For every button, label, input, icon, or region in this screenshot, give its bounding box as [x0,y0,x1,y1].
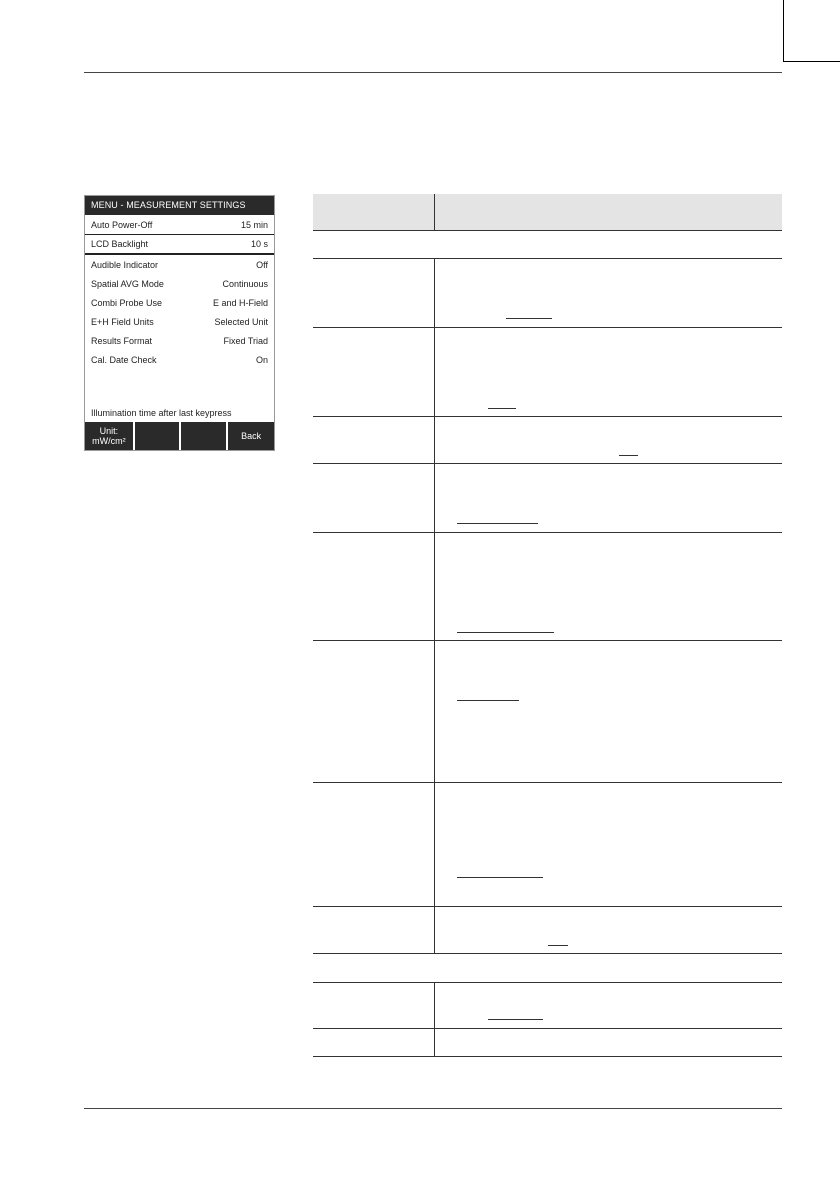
table-rule [313,906,782,907]
default-value-underline [548,945,568,946]
table-rule [313,782,782,783]
table-column-divider [434,906,435,953]
footer-rule [84,1108,782,1109]
table-header-divider [434,194,435,230]
menu-item-value: On [255,354,268,365]
menu-item-cal-date-check[interactable] [85,350,274,369]
table-header [313,194,782,230]
menu-item-value: Selected Unit [214,316,268,327]
menu-item-value: Off [256,259,268,270]
menu-item-audible-indicator[interactable] [85,255,274,274]
menu-item-label: Audible Indicator [91,259,159,270]
table-rule [313,1028,782,1029]
table-rule [313,327,782,328]
table-rule [313,640,782,641]
menu-item-value: E and H-Field [212,297,268,308]
menu-item-label: Auto Power-Off [91,219,153,230]
menu-item-combi-probe-use[interactable] [85,293,274,312]
table-column-divider [434,463,435,532]
table-rule [313,230,782,231]
menu-item-value: Fixed Triad [223,335,268,346]
menu-item-value: 10 s [250,239,268,249]
table-column-divider [434,640,435,782]
screen-title: MENU - MEASUREMENT SETTINGS [85,196,274,215]
softkey-3[interactable] [181,422,226,450]
default-value-underline [457,877,543,878]
menu-item-label: Cal. Date Check [91,354,157,365]
menu-item-label: Results Format [91,335,153,346]
default-value-underline [457,700,519,701]
softkey-unit-line1: Unit: [99,426,119,436]
menu-item-label: Combi Probe Use [91,297,163,308]
softkey-back[interactable]: Back [228,422,274,450]
default-value-underline [488,1019,543,1020]
menu-item-label: Spatial AVG Mode [91,278,164,289]
table-column-divider [434,416,435,463]
status-text: Illumination time after last keypress [91,408,232,418]
device-screen [84,195,275,451]
menu-item-lcd-backlight[interactable] [85,235,274,255]
softkey-unit[interactable] [85,422,133,450]
table-column-divider [434,327,435,416]
default-value-underline [506,318,552,319]
menu-item-label: LCD Backlight [91,239,149,249]
table-rule [313,953,782,954]
crop-mark-horizontal [784,61,840,62]
table-column-divider [434,1028,435,1056]
table-rule [313,416,782,417]
header-rule [84,72,782,73]
table-rule [313,258,782,259]
table-column-divider [434,258,435,327]
table-rule [313,532,782,533]
menu-item-results-format[interactable] [85,331,274,350]
table-column-divider [434,532,435,640]
crop-mark-vertical [783,0,784,62]
softkey-2[interactable] [135,422,180,450]
default-value-underline [488,408,516,409]
menu-item-eh-field-units[interactable] [85,312,274,331]
menu-item-value: 15 min [240,219,268,230]
default-value-underline [457,523,538,524]
menu-item-auto-power-off[interactable] [85,215,274,235]
table-column-divider [434,982,435,1028]
default-value-underline [619,455,638,456]
menu-item-spatial-avg-mode[interactable] [85,274,274,293]
table-column-divider [434,782,435,906]
softkey-bar [85,422,274,450]
softkey-unit-line2: mW/cm² [92,436,126,446]
default-value-underline [457,632,554,633]
menu-item-label: E+H Field Units [91,316,154,327]
menu-item-value: Continuous [222,278,268,289]
table-rule [313,463,782,464]
table-rule [313,982,782,983]
table-rule [313,1056,782,1057]
